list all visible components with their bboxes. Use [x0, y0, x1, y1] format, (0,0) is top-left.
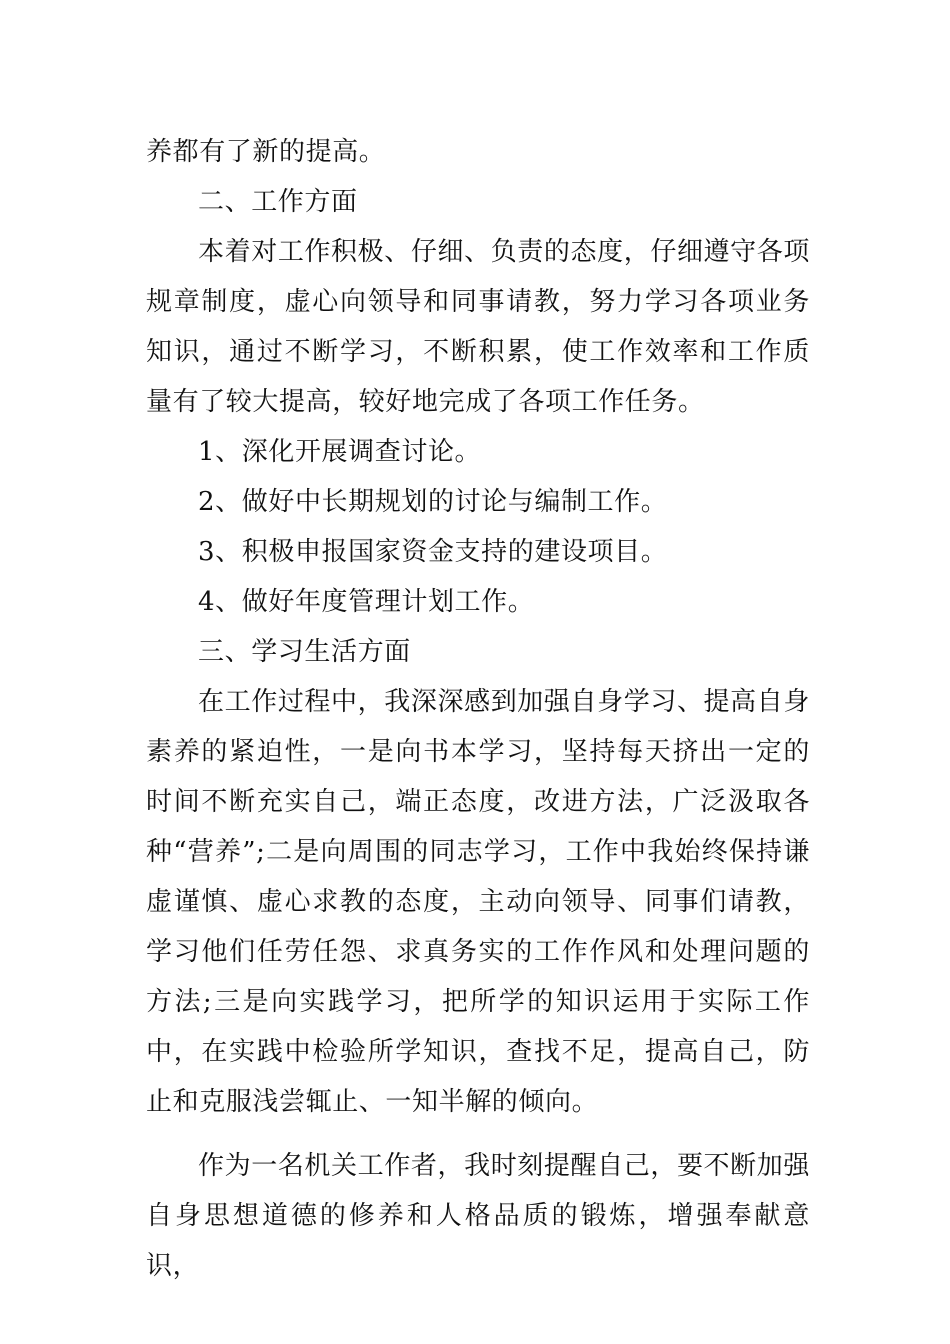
- section-heading-work: 二、工作方面: [198, 187, 358, 217]
- list-item-4: 4、做好年度管理计划工作。: [198, 587, 535, 617]
- list-item-2: 2、做好中长期规划的讨论与编制工作。: [198, 487, 668, 517]
- paragraph-work-summary: 本着对工作积极、仔细、负责的态度，仔细遵守各项规章制度，虚心向领导和同事请教，努力学习各项业务知识，通过不断学习，不断积累，使工作效率和工作质量有了较大提高，较好地完成了各项工作任务。: [146, 237, 810, 417]
- paragraph-study-detail: 在工作过程中，我深深感到加强自身学习、提高自身素养的紧迫性，一是向书本学习，坚持每天挤出一定的时间不断充实自己，端正态度，改进方法，广泛汲取各种“营养”;二是向周围的同志学习，工作中我始终保持谦虚谨慎、虚心求教的态度，主动向领导、同事们请教，学习他们任劳任怨、求真务实的工作作风和处理问题的方法;三是向实践学习，把所学的知识运用于实际工作中，在实践中检验所学知识，查找不足，提高自己，防止和克服浅尝辄止、一知半解的倾向。: [146, 687, 810, 1117]
- paragraph-continuation: 养都有了新的提高。: [146, 137, 386, 167]
- paragraph-self-improvement: 作为一名机关工作者，我时刻提醒自己，要不断加强自身思想道德的修养和人格品质的锻炼，增强奉献意识，: [146, 1151, 810, 1281]
- list-item-3: 3、积极申报国家资金支持的建设项目。: [198, 537, 668, 567]
- document-body: [146, 127, 810, 1291]
- list-item-1: 1、深化开展调查讨论。: [198, 437, 482, 467]
- section-heading-study: 三、学习生活方面: [198, 637, 411, 667]
